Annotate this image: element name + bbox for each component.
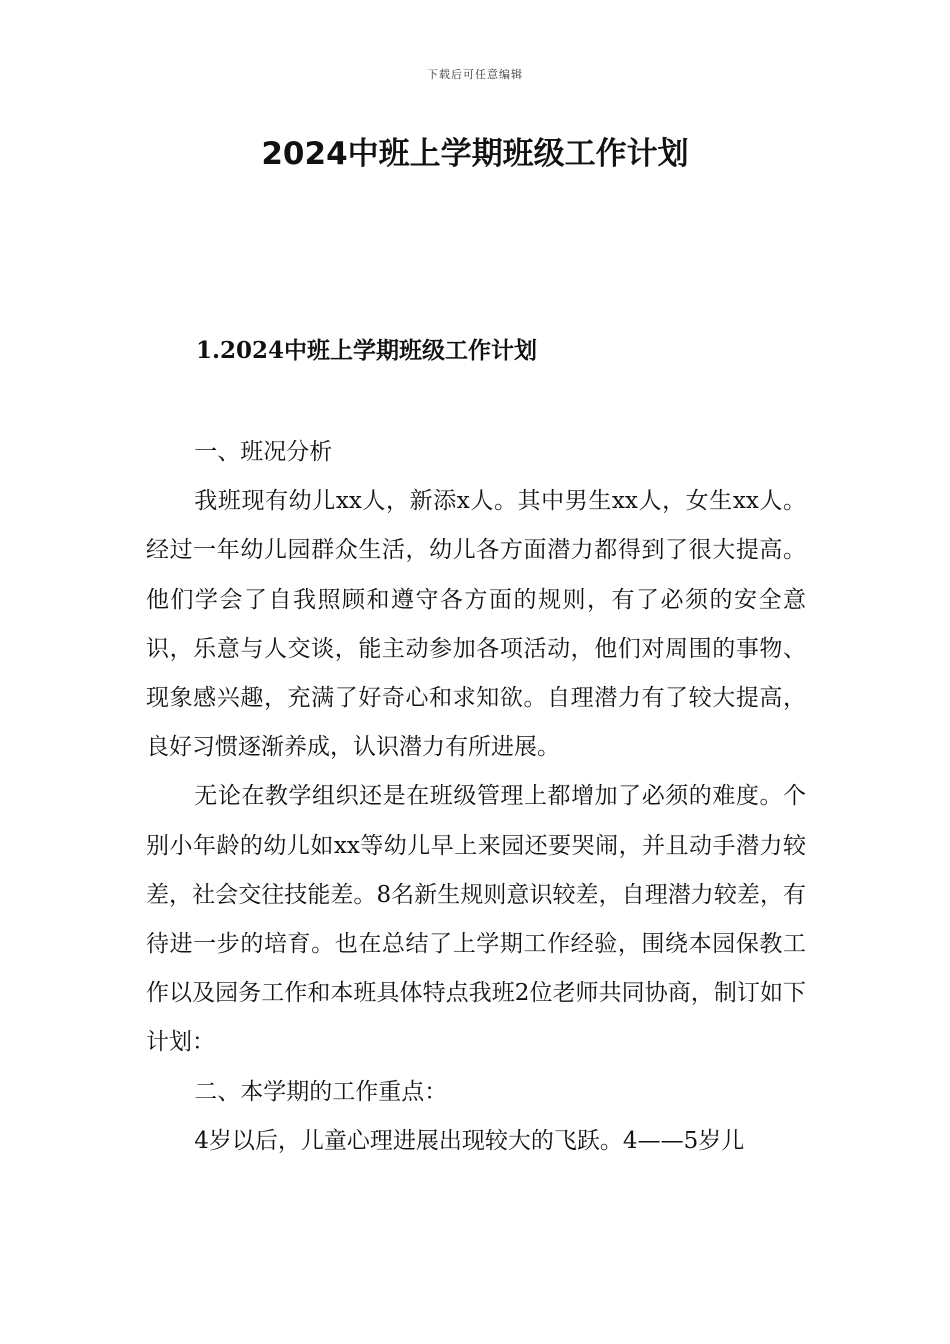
subheading-work-focus: 二、本学期的工作重点： [194,1078,448,1105]
paragraph-child-development: 4岁以后，儿童心理进展出现较大的飞跃。4——5岁儿 [194,1127,745,1154]
paragraph-class-overview: 我班现有幼儿xx人，新添x人。其中男生xx人，女生xx人。经过一年幼儿园群众生活，幼儿各方面潜力都得到了很大提高。他们学会了自我照顾和遵守各方面的规则，有了必须的安全意识，乐意与人交谈，能主动参加各项活动，他们对周围的事物、现象感兴趣，充满了好奇心和求知欲。自理潜力有了较大提高，良好习惯逐渐养成，认识潜力有所进展。 [146,488,806,761]
section-heading: 1.2024中班上学期班级工作计划 [196,337,538,364]
download-note: 下载后可任意编辑 [427,68,523,81]
subheading-class-analysis: 一、班况分析 [194,439,333,465]
paragraph-management-difficulty: 无论在教学组织还是在班级管理上都增加了必须的难度。个别小年龄的幼儿如xx等幼儿早上来园还要哭闹，并且动手潜力较差，社会交往技能差。8名新生规则意识较差，自理潜力较差，有待进一步的培育。也在总结了上学期工作经验，围绕本园保教工作以及园务工作和本班具体特点我班2位老师共同协商，制订如下计划： [146,783,806,1056]
document-body [146,428,806,1166]
document-title: 2024中班上学期班级工作计划 [261,136,689,172]
